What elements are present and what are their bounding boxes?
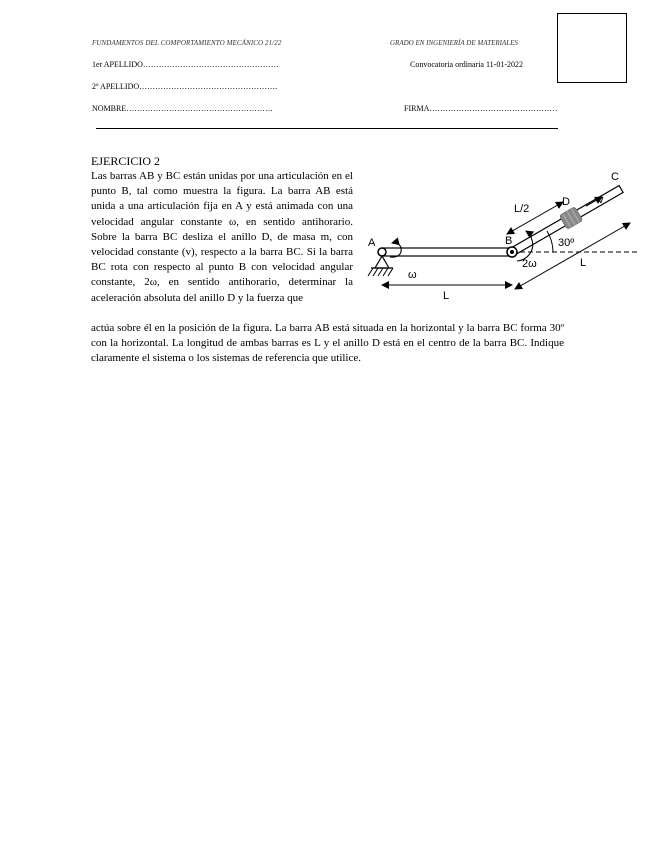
field-apellido1: 1er APELLIDO…………………………………………… — [92, 60, 279, 69]
exercise-text-wrapped: Las barras AB y BC están unidas por una articulación en el punto B, tal como muestra la figura. La barra AB está unida a una articulación fija en A y está animada con una velocidad angular constante ω, en sentido antihorario. Sobre la barra BC desliza el anillo D, de masa m, con velocidad constante (v), respecto a la barra BC. Si la barra BC rota con respecto al punto B con velocidad angular constante, 2ω, en sentido antihorario, determinar la aceleración absoluta del anillo D y la fuerza que — [91, 170, 353, 304]
label-half-length: L/2 — [514, 203, 530, 215]
support-a — [375, 256, 389, 268]
field-firma: FIRMA………………………………………… — [404, 104, 558, 113]
label-two-omega: 2ω — [522, 258, 537, 270]
bc-length-dimension — [515, 223, 630, 289]
header-divider — [96, 128, 558, 129]
label-v: v — [598, 194, 604, 206]
pin-a — [378, 248, 386, 256]
grade-box — [557, 13, 627, 83]
label-omega: ω — [408, 269, 417, 281]
label-d: D — [562, 196, 570, 208]
exam-date: Convocatoria ordinaria 11-01-2022 — [410, 60, 524, 69]
label-a: A — [368, 237, 376, 249]
label-c: C — [611, 171, 619, 183]
label-angle: 30º — [558, 237, 575, 249]
exercise-title: EJERCICIO 2 — [91, 154, 160, 168]
label-b: B — [505, 235, 513, 247]
field-apellido2: 2º APELLIDO……………………………………………. — [92, 82, 278, 91]
degree-header: GRADO EN INGENIERÍA DE MATERIALES — [390, 39, 518, 47]
exercise-text-full: actúa sobre él en la posición de la figura. La barra AB está situada en la horizontal y la barra BC forma 30º con la horizontal. La longitud de ambas barras es L y el anillo D está en el centro de la barra BC. Indique claramente el sistema o los sistemas de referencia que utilice. — [91, 322, 564, 365]
course-header: FUNDAMENTOS DEL COMPORTAMIENTO MECÁNICO 21/22 — [92, 39, 282, 47]
mechanism-figure — [362, 168, 642, 310]
label-l-bottom: L — [443, 290, 450, 302]
label-l-right: L — [580, 257, 587, 269]
field-nombre: NOMBRE………………………………………………. — [92, 104, 273, 113]
